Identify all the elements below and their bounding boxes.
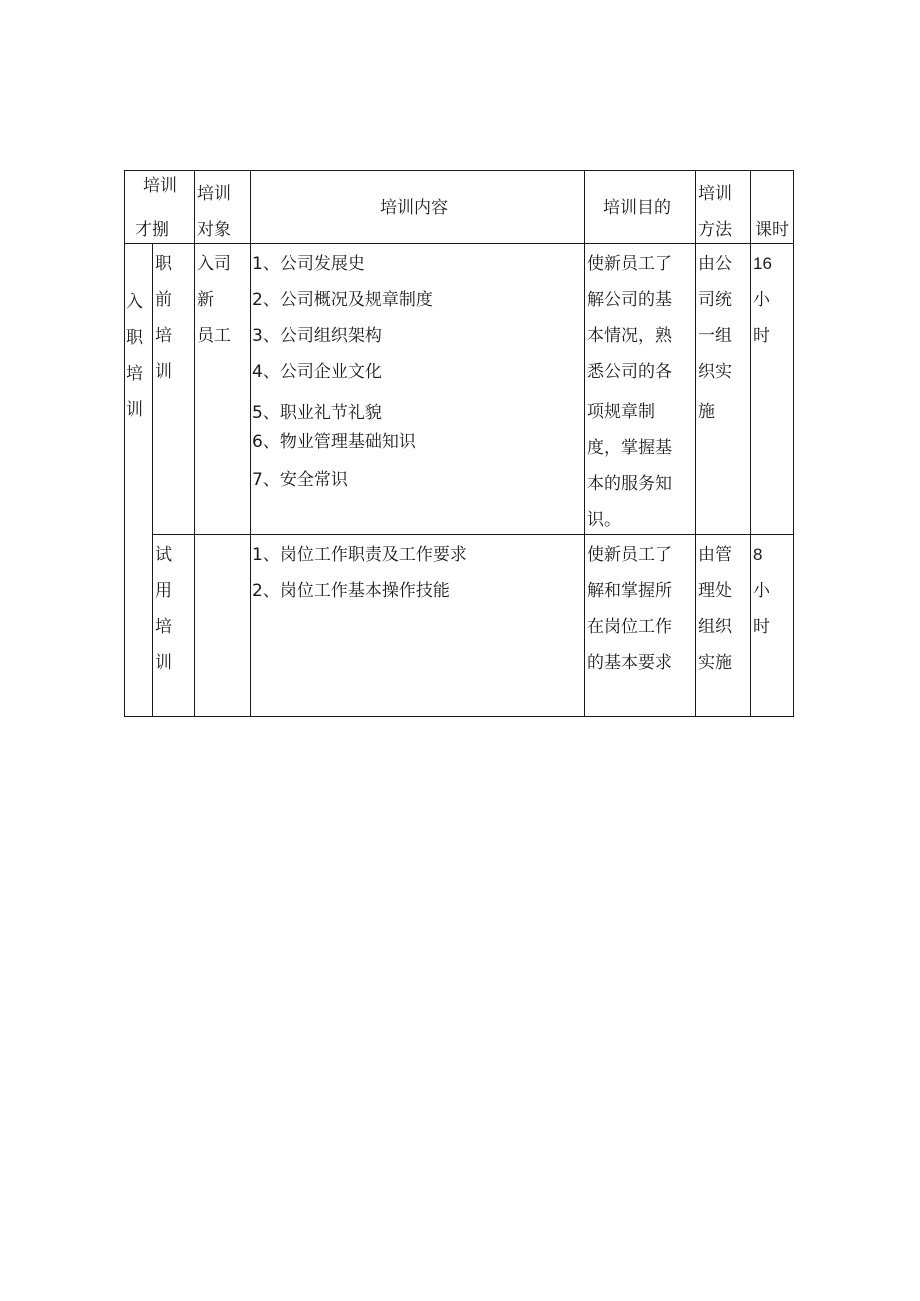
- row1-content: 1、公司发展史 2、公司概况及规章制度 3、公司组织架构 4、公司企业文化: [252, 254, 433, 382]
- row1-purpose: 使新员工了 解公司的基 本情况，熟 悉公司的各 项规章制 度，掌握基 本的服务知 识。: [587, 254, 672, 530]
- row2-content: 1、岗位工作职责及工作要求 2、岗位工作基本操作技能: [252, 545, 467, 601]
- header-hours: 课时: [755, 220, 789, 240]
- table-border-right: [793, 170, 794, 717]
- header-method: 培训 方法: [698, 184, 732, 240]
- table-divider: [750, 170, 751, 717]
- table-row-rule: [152, 534, 794, 535]
- table-divider: [584, 170, 585, 717]
- row2-type: 试 用 培 训: [155, 545, 172, 673]
- table-divider: [250, 170, 251, 717]
- table-border-top: [124, 170, 794, 171]
- header-purpose: 培训目的: [603, 198, 671, 218]
- table-divider: [695, 170, 696, 717]
- table-border-bottom: [124, 716, 794, 717]
- header-target: 培训 对象: [197, 184, 231, 240]
- row2-method: 由管 理处 组织 实施: [698, 545, 732, 673]
- table-border-left: [124, 170, 125, 717]
- row1-type: 职 前 培 训: [155, 254, 172, 382]
- header-content: 培训内容: [380, 198, 448, 218]
- header-category-top: 培训: [143, 176, 177, 196]
- row1-content-item5: 5、职业礼节礼貌: [252, 403, 382, 423]
- table-divider: [194, 170, 195, 717]
- row1-hours: 16 小 时: [753, 254, 772, 346]
- row2-hours: 8 小 时: [753, 545, 770, 637]
- header-category-bottom: 才捌: [135, 220, 169, 240]
- row1-content-item7: 7、安全常识: [252, 470, 348, 490]
- row2-purpose: 使新员工了 解和掌握所 在岗位工作 的基本要求: [587, 545, 672, 673]
- target-label: 入司 新 员工: [197, 254, 231, 346]
- group-label: 入 职 培 训: [126, 292, 143, 420]
- row1-content-item6: 6、物业管理基础知识: [252, 432, 416, 452]
- row1-method: 由公 司统 一组 织实 施: [698, 254, 732, 422]
- table-divider: [152, 243, 153, 717]
